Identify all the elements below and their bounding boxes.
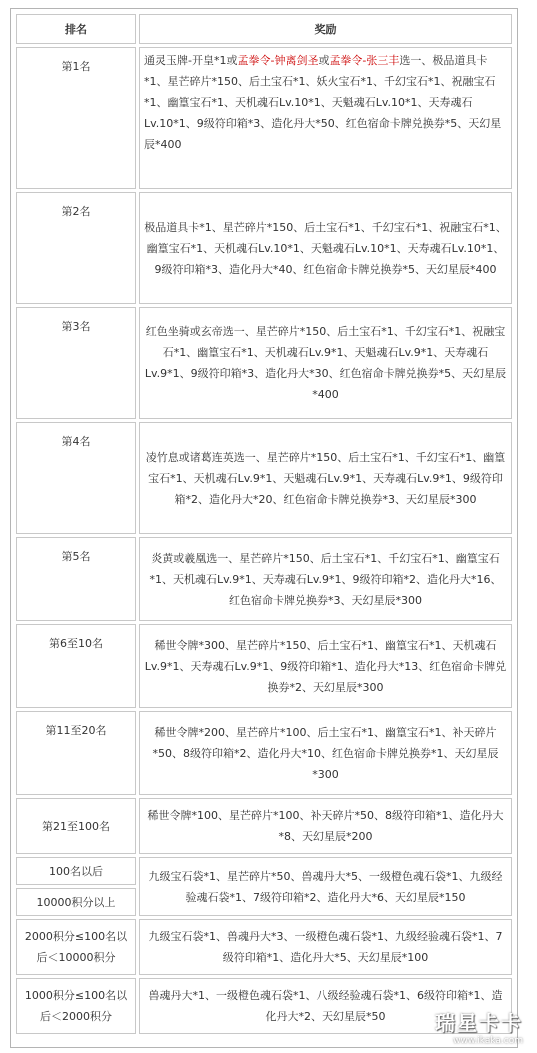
rank-cell: 100名以后 <box>16 857 136 885</box>
table-row <box>16 711 512 795</box>
reward-text: 选一、极品道具卡*1、星芒碎片*150、后土宝石*1、妖火宝石*1、千幻宝石*1、祝融宝石*1、幽篁宝石*1、天机魂石Lv.10*1、天魁魂石Lv.10*1、天寿魂石Lv.10*1、9级符印箱*3、造化丹大*50、红色宿命卡牌兑换券*5、天幻星辰*400 <box>144 54 502 151</box>
rank-cell: 第1名 <box>16 47 136 189</box>
reward-cell: 兽魂丹大*1、一级橙色魂石袋*1、八级经验魂石袋*1、6级符印箱*1、造化丹大*2、天幻星辰*50 <box>139 978 512 1034</box>
table-row <box>16 307 512 419</box>
table-row <box>16 798 512 854</box>
table-header-row <box>16 14 512 44</box>
rank-cell: 第5名 <box>16 537 136 621</box>
reward-cell: 稀世令牌*300、星芒碎片*150、后土宝石*1、幽篁宝石*1、天机魂石Lv.9*1、天寿魂石Lv.9*1、9级符印箱*1、造化丹大*13、红色宿命卡牌兑换券*2、天幻星辰*300 <box>139 624 512 708</box>
reward-cell: 炎黄或羲凰选一、星芒碎片*150、后土宝石*1、千幻宝石*1、幽篁宝石*1、天机魂石Lv.9*1、天寿魂石Lv.9*1、9级符印箱*2、造化丹大*16、红色宿命卡牌兑换券*3、天幻星辰*300 <box>139 537 512 621</box>
rank-cell: 第2名 <box>16 192 136 304</box>
reward-cell: 稀世令牌*100、星芒碎片*100、补天碎片*50、8级符印箱*1、造化丹大*8、天幻星辰*200 <box>139 798 512 854</box>
rank-cell: 1000积分≤100名以后＜2000积分 <box>16 978 136 1034</box>
table-row <box>16 857 512 885</box>
watermark-url: www.ikaka.com <box>453 1036 523 1046</box>
highlight-item: 孟拳令-钟离剑圣 <box>237 54 319 67</box>
rank-cell: 第6至10名 <box>16 624 136 708</box>
rank-cell: 10000积分以上 <box>16 888 136 916</box>
header-rank: 排名 <box>16 14 136 44</box>
rank-cell: 第21至100名 <box>16 798 136 854</box>
table-row <box>16 624 512 708</box>
watermark-text: 瑞星卡卡 <box>435 1011 523 1035</box>
reward-text: 或 <box>318 54 330 67</box>
reward-cell: 稀世令牌*200、星芒碎片*100、后土宝石*1、幽篁宝石*1、补天碎片*50、8级符印箱*2、造化丹大*10、红色宿命卡牌兑换券*1、天幻星辰*300 <box>139 711 512 795</box>
reward-table <box>13 11 515 1037</box>
reward-cell: 红色坐骑或玄帝选一、星芒碎片*150、后土宝石*1、千幻宝石*1、祝融宝石*1、幽篁宝石*1、天机魂石Lv.9*1、天魁魂石Lv.9*1、天寿魂石Lv.9*1、9级符印箱*3、造化丹大*30、红色宿命卡牌兑换券*5、天幻星辰*400 <box>139 307 512 419</box>
rank-cell: 第3名 <box>16 307 136 419</box>
header-reward: 奖励 <box>139 14 512 44</box>
reward-cell: 极品道具卡*1、星芒碎片*150、后土宝石*1、千幻宝石*1、祝融宝石*1、幽篁宝石*1、天机魂石Lv.10*1、天魁魂石Lv.10*1、天寿魂石Lv.10*1、9级符印箱*3、造化丹大*40、红色宿命卡牌兑换券*5、天幻星辰*400 <box>139 192 512 304</box>
reward-cell: 九级宝石袋*1、星芒碎片*50、兽魂丹大*5、一级橙色魂石袋*1、九级经验魂石袋*1、7级符印箱*2、造化丹大*6、天幻星辰*150 <box>139 857 512 916</box>
table-row <box>16 978 512 1034</box>
reward-cell <box>139 47 512 189</box>
rank-cell: 第11至20名 <box>16 711 136 795</box>
highlight-item: 孟拳令-张三丰 <box>329 54 400 67</box>
table-row <box>16 47 512 189</box>
reward-text: 通灵玉牌-开皇*1或 <box>144 54 238 67</box>
table-row <box>16 919 512 975</box>
table-row <box>16 537 512 621</box>
reward-table-frame <box>10 8 518 1048</box>
table-row <box>16 422 512 534</box>
reward-cell: 九级宝石袋*1、兽魂丹大*3、一级橙色魂石袋*1、九级经验魂石袋*1、7级符印箱*1、造化丹大*5、天幻星辰*100 <box>139 919 512 975</box>
table-row <box>16 192 512 304</box>
rank-cell: 2000积分≤100名以后＜10000积分 <box>16 919 136 975</box>
rank-cell: 第4名 <box>16 422 136 534</box>
reward-cell: 凌竹息或诸葛连英选一、星芒碎片*150、后土宝石*1、千幻宝石*1、幽篁宝石*1、天机魂石Lv.9*1、天魁魂石Lv.9*1、天寿魂石Lv.9*1、9级符印箱*2、造化丹大*20、红色宿命卡牌兑换券*3、天幻星辰*300 <box>139 422 512 534</box>
